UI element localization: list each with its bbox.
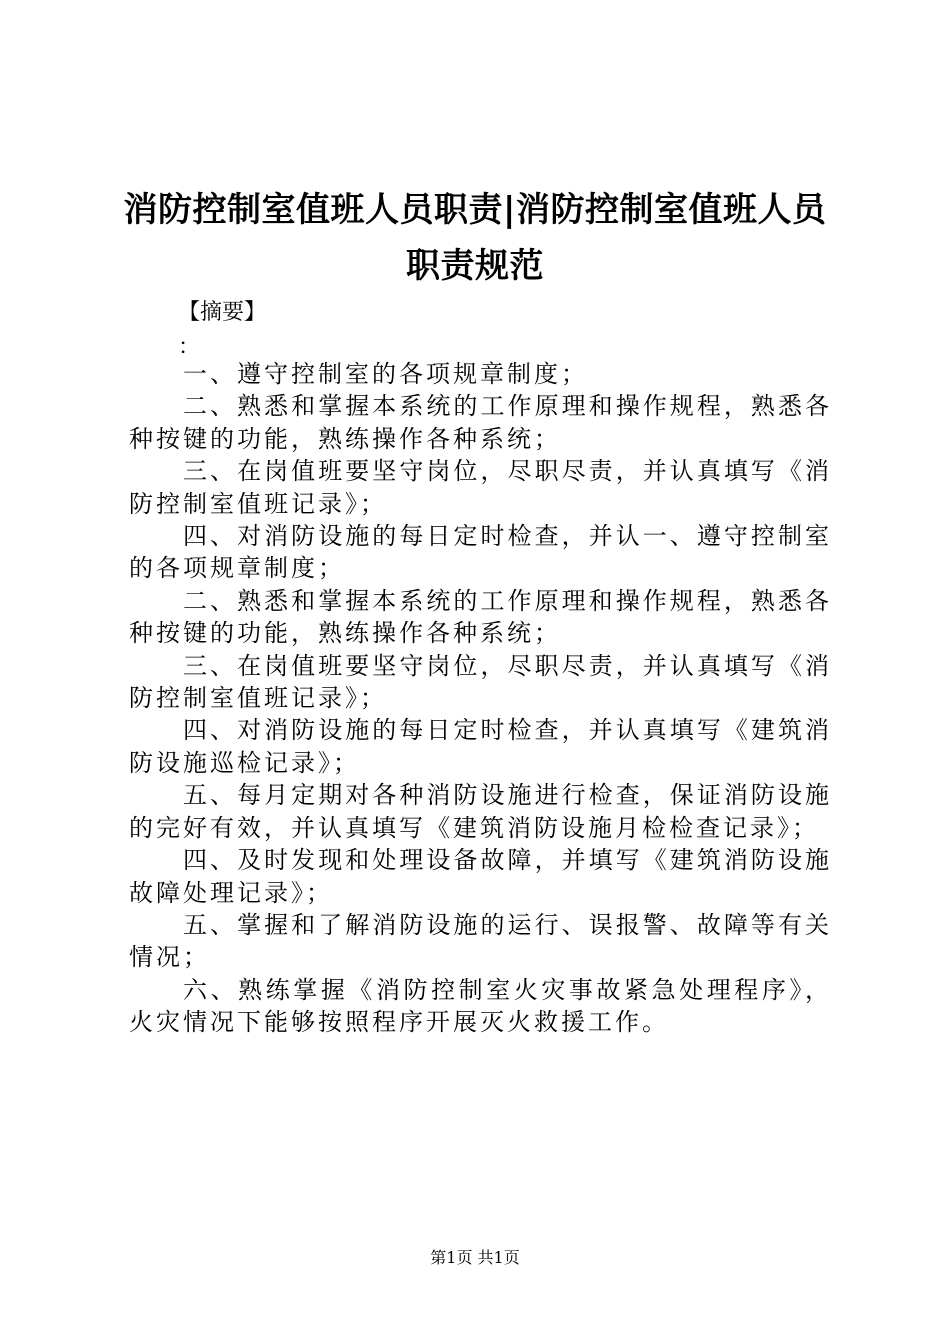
paragraph: 三、在岗值班要坚守岗位，尽职尽责，并认真填写《消防控制室值班记录》； [129, 651, 832, 713]
paragraph: 三、在岗值班要坚守岗位，尽职尽责，并认真填写《消防控制室值班记录》； [129, 457, 832, 518]
paragraph: 四、对消防设施的每日定时检查，并认真填写《建筑消防设施巡检记录》； [129, 716, 832, 777]
document-title: 消防控制室值班人员职责|消防控制室值班人员职责规范 [123, 190, 827, 286]
paragraph: 一、遵守控制室的各项规章制度； [183, 360, 588, 388]
paragraph: 四、及时发现和处理设备故障，并填写《建筑消防设施故障处理记录》； [129, 846, 832, 907]
paragraph: 二、熟悉和掌握本系统的工作原理和操作规程，熟悉各种按键的功能，熟练操作各种系统； [129, 586, 832, 648]
page-footer: 第1页 共1页 [430, 1248, 520, 1267]
paragraph: 六、熟练掌握《消防控制室火灾事故紧急处理程序》，火灾情况下能够按照程序开展灭火救援工作。 [129, 975, 832, 1037]
paragraph: 四、对消防设施的每日定时检查，并认一、遵守控制室的各项规章制度； [129, 522, 832, 583]
document-body [129, 358, 832, 1039]
abstract-label: 【摘要】 [178, 300, 267, 325]
paragraph: 二、熟悉和掌握本系统的工作原理和操作规程，熟悉各种按键的功能，熟练操作各种系统； [129, 392, 832, 453]
abstract-colon: ： [178, 335, 201, 360]
paragraph: 五、每月定期对各种消防设施进行检查，保证消防设施的完好有效，并认真填写《建筑消防设施月检检查记录》； [129, 781, 832, 842]
paragraph: 五、掌握和了解消防设施的运行、误报警、故障等有关情况； [129, 910, 832, 972]
